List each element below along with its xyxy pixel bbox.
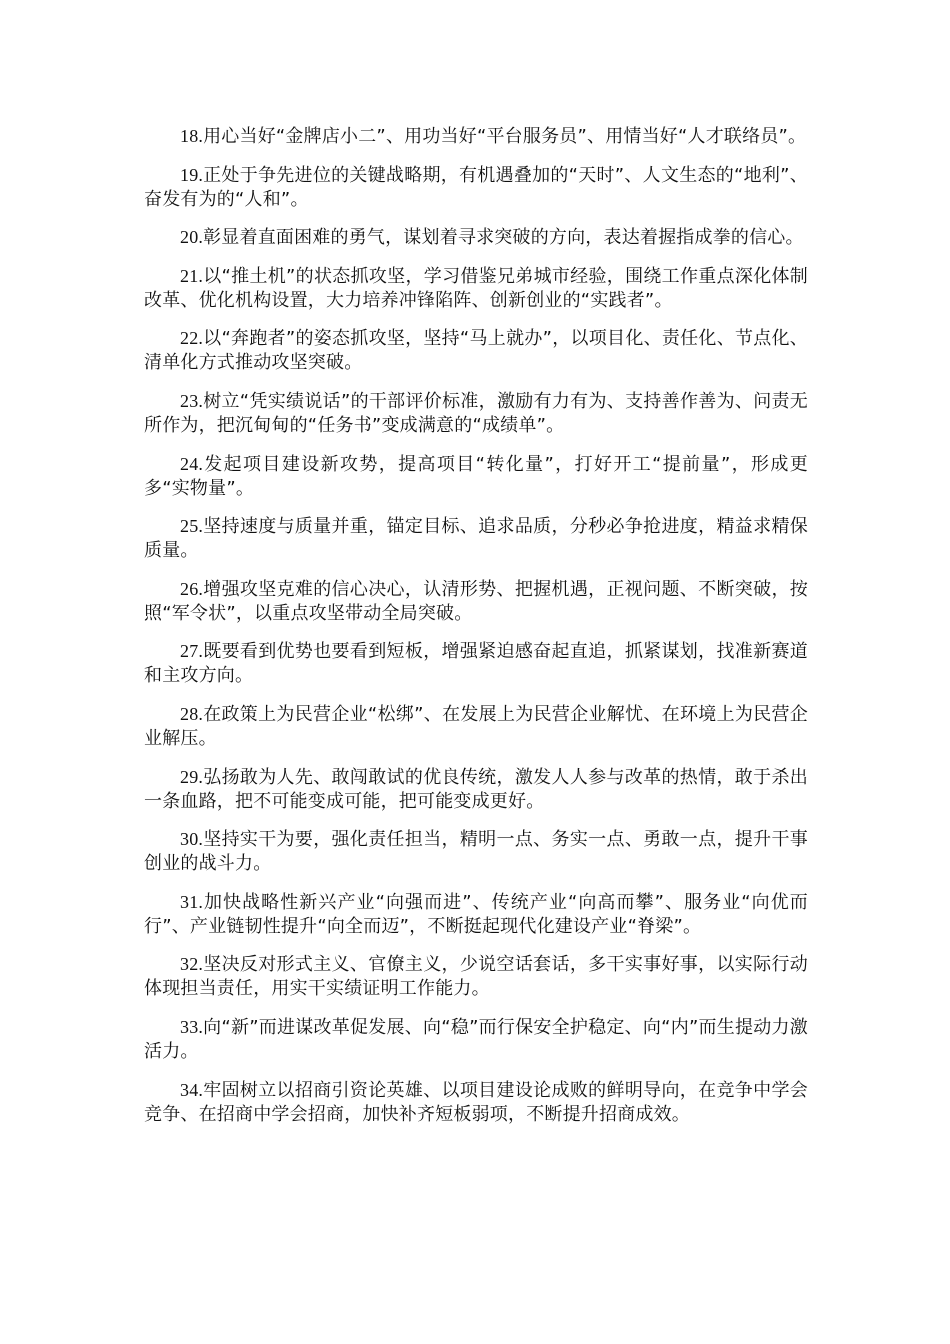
paragraph-27 xyxy=(144,639,808,688)
paragraph-22 xyxy=(144,326,808,375)
paragraph-24 xyxy=(144,452,808,501)
paragraph-text: 向“新”而进谋改革促发展、向“稳”而行保安全护稳定、向“内”而生提动力激活力。 xyxy=(144,1016,808,1062)
paragraph-29 xyxy=(144,765,808,814)
paragraph-number: 31. xyxy=(180,891,204,912)
paragraph-text: 坚持速度与质量并重，锚定目标、追求品质，分秒必争抢进度，精益求精保质量。 xyxy=(144,516,808,562)
paragraph-text: 正处于争先进位的关键战略期，有机遇叠加的“天时”、人文生态的“地利”、奋发有为的“人和”。 xyxy=(144,164,808,210)
paragraph-number: 23. xyxy=(180,390,204,411)
paragraph-number: 21. xyxy=(180,265,204,286)
paragraph-text: 用心当好“金牌店小二”、用功当好“平台服务员”、用情当好“人才联络员”。 xyxy=(203,126,807,147)
paragraph-number: 26. xyxy=(180,578,204,599)
paragraph-25 xyxy=(144,514,808,563)
paragraph-text: 树立“凭实绩说话”的干部评价标准，激励有力有为、支持善作善为、问责无所作为，把沉甸甸的“任务书”变成满意的“成绩单”。 xyxy=(144,390,808,436)
paragraph-text: 既要看到优势也要看到短板，增强紧迫感奋起直追，抓紧谋划，找准新赛道和主攻方向。 xyxy=(144,641,808,687)
paragraph-number: 19. xyxy=(180,164,204,185)
paragraph-text: 以“推土机”的状态抓攻坚，学习借鉴兄弟城市经验，围绕工作重点深化体制改革、优化机构设置，大力培养冲锋陷阵、创新创业的“实践者”。 xyxy=(144,265,808,311)
paragraph-number: 22. xyxy=(180,328,204,349)
paragraph-number: 25. xyxy=(180,516,204,537)
paragraph-32 xyxy=(144,952,808,1001)
paragraph-30 xyxy=(144,827,808,876)
paragraph-text: 增强攻坚克难的信心决心，认清形势、把握机遇，正视问题、不断突破，按照“军令状”，以重点攻坚带动全局突破。 xyxy=(144,578,808,624)
paragraph-text: 加快战略性新兴产业“向强而进”、传统产业“向高而攀”、服务业“向优而行”、产业链韧性提升“向全而迈”，不断挺起现代化建设产业“脊梁”。 xyxy=(144,891,808,937)
paragraph-28 xyxy=(144,702,808,751)
paragraph-34 xyxy=(144,1078,808,1127)
paragraph-21 xyxy=(144,264,808,313)
paragraph-number: 18. xyxy=(180,126,204,146)
paragraph-text: 彰显着直面困难的勇气，谋划着寻求突破的方向，表达着握指成拳的信心。 xyxy=(203,227,804,249)
paragraph-26 xyxy=(144,577,808,626)
paragraph-number: 32. xyxy=(180,954,204,975)
paragraph-text: 坚决反对形式主义、官僚主义，少说空话套话，多干实事好事，以实际行动体现担当责任，用实干实绩证明工作能力。 xyxy=(144,954,808,1000)
paragraph-number: 28. xyxy=(180,703,204,724)
paragraph-text: 弘扬敢为人先、敢闯敢试的优良传统，激发人人参与改革的热情，敢于杀出一条血路，把不可能变成可能，把可能变成更好。 xyxy=(144,766,808,812)
paragraph-number: 34. xyxy=(180,1079,204,1100)
paragraph-18 xyxy=(144,124,808,149)
paragraph-31 xyxy=(144,890,808,939)
paragraph-text: 发起项目建设新攻势，提高项目“转化量”，打好开工“提前量”，形成更多“实物量”。 xyxy=(144,453,808,499)
paragraph-number: 20. xyxy=(180,227,204,248)
paragraph-20 xyxy=(144,225,808,250)
paragraph-number: 24. xyxy=(180,453,204,474)
paragraph-number: 27. xyxy=(180,641,204,662)
document-body xyxy=(144,124,808,1140)
paragraph-33 xyxy=(144,1015,808,1064)
paragraph-number: 29. xyxy=(180,766,204,787)
paragraph-text: 以“奔跑者”的姿态抓攻坚，坚持“马上就办”，以项目化、责任化、节点化、清单化方式推动攻坚突破。 xyxy=(144,328,808,374)
paragraph-23 xyxy=(144,389,808,438)
paragraph-text: 坚持实干为要，强化责任担当，精明一点、务实一点、勇敢一点，提升干事创业的战斗力。 xyxy=(144,829,808,875)
paragraph-text: 在政策上为民营企业“松绑”、在发展上为民营企业解忧、在环境上为民营企业解压。 xyxy=(144,703,808,749)
paragraph-number: 33. xyxy=(180,1016,204,1037)
paragraph-number: 30. xyxy=(180,829,204,850)
paragraph-text: 牢固树立以招商引资论英雄、以项目建设论成败的鲜明导向，在竞争中学会竞争、在招商中学会招商，加快补齐短板弱项，不断提升招商成效。 xyxy=(144,1079,808,1125)
paragraph-19 xyxy=(144,163,808,212)
